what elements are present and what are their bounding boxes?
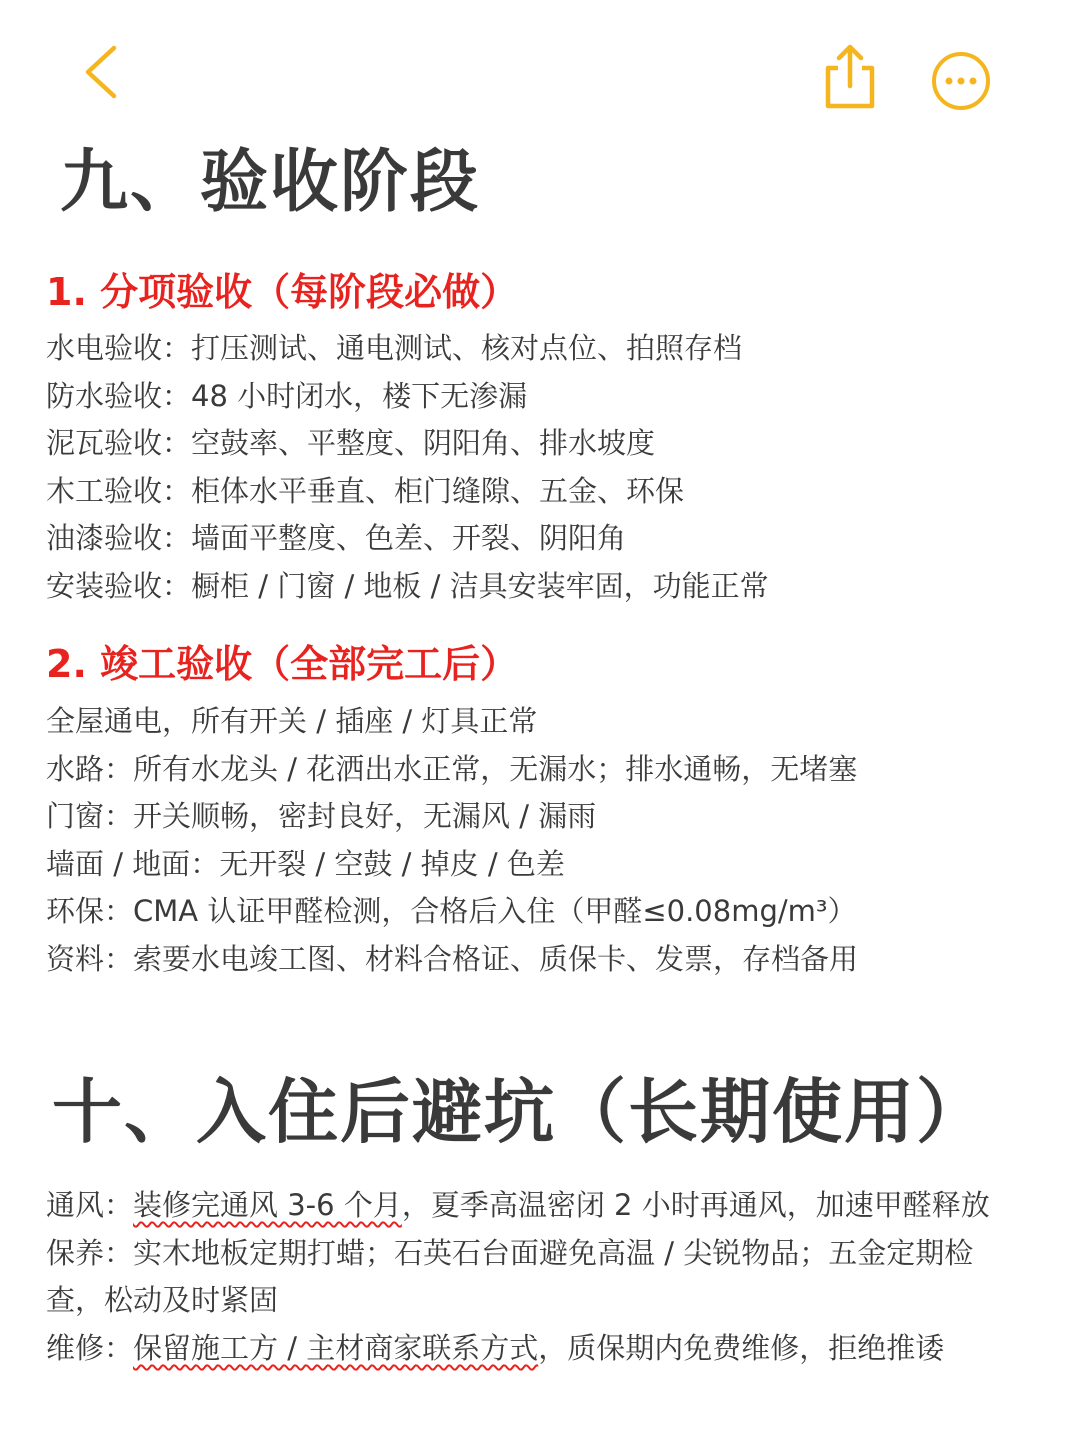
item-text: 开关顺畅，密封良好，无漏风 / 漏雨: [133, 799, 597, 834]
item-label: 油漆验收：: [46, 521, 192, 556]
list-item: [46, 793, 858, 841]
list-item: [46, 468, 769, 516]
item-text: 实木地板定期打蜡；石英石台面避免高温 / 尖锐物品；五金定期检查，松动及时紧固: [46, 1235, 974, 1318]
item-text: CMA 认证甲醛检测，合格后入住（甲醛≤0.08mg/m³）: [133, 894, 857, 929]
section-10-title: 十、入住后避坑（长期使用）: [52, 1071, 988, 1153]
item-text: 索要水电竣工图、材料合格证、质保卡、发票，存档备用: [133, 941, 859, 976]
item-text: 无开裂 / 空鼓 / 掉皮 / 色差: [219, 846, 565, 881]
item-label: 木工验收：: [46, 473, 192, 508]
list-item: [46, 420, 769, 468]
item-label: 资料：: [46, 941, 134, 976]
list-item: [46, 1230, 1016, 1325]
subsection-1-heading: 1. 分项验收（每阶段必做）: [46, 270, 519, 314]
list-item: [46, 515, 769, 563]
item-label: 环保：: [46, 894, 134, 929]
item-label: 墙面 / 地面：: [46, 846, 220, 881]
subsection-1-list: [46, 325, 769, 611]
list-item: [46, 325, 769, 373]
share-icon[interactable]: [818, 40, 882, 112]
list-item: [46, 746, 858, 794]
list-item: [46, 373, 769, 421]
item-text: 所有水龙头 / 花洒出水正常，无漏水；排水通畅，无堵塞: [133, 751, 858, 786]
list-item: [46, 841, 858, 889]
item-label: 门窗：: [46, 799, 134, 834]
list-item: [46, 888, 858, 936]
subsection-2-heading: 2. 竣工验收（全部完工后）: [46, 642, 519, 686]
item-label: 水路：: [46, 751, 134, 786]
list-item: [46, 698, 858, 746]
section-10-list: [46, 1182, 1016, 1372]
subsection-2-list: [46, 698, 858, 984]
item-text: 打压测试、通电测试、核对点位、拍照存档: [191, 331, 743, 365]
item-label: 安装验收：: [46, 568, 192, 603]
item-text: ，夏季高温密闭 2 小时再通风，加速甲醛释放: [401, 1188, 990, 1222]
highlighted-text: 保留施工方 / 主材商家联系方式: [133, 1330, 539, 1365]
highlighted-text: 装修完通风 3-6 个月: [133, 1188, 402, 1222]
item-text: 全屋通电，所有开关 / 插座 / 灯具正常: [46, 704, 538, 738]
item-label: 防水验收：: [46, 378, 192, 413]
list-item: [46, 936, 858, 984]
item-text: 墙面平整度、色差、开裂、阴阳角: [191, 521, 627, 556]
top-navigation-bar: [0, 0, 1080, 150]
item-label: 保养：: [46, 1235, 134, 1270]
item-text: 柜体水平垂直、柜门缝隙、五金、环保: [191, 473, 685, 508]
item-text: ，质保期内免费维修，拒绝推诿: [538, 1330, 945, 1365]
list-item: [46, 563, 769, 611]
item-label: 水电验收：: [46, 331, 192, 365]
chevron-left-icon[interactable]: [76, 40, 136, 104]
list-item: [46, 1325, 1016, 1373]
item-text: 橱柜 / 门窗 / 地板 / 洁具安装牢固，功能正常: [191, 568, 769, 603]
more-icon[interactable]: [930, 50, 992, 112]
item-text: 空鼓率、平整度、阴阳角、排水坡度: [191, 426, 656, 461]
list-item: [46, 1182, 1016, 1230]
section-9-title: 九、验收阶段: [60, 143, 481, 222]
item-label: 泥瓦验收：: [46, 426, 192, 461]
item-label: 维修：: [46, 1330, 134, 1365]
item-label: 通风：: [46, 1188, 134, 1222]
item-text: 48 小时闭水，楼下无渗漏: [191, 378, 528, 413]
